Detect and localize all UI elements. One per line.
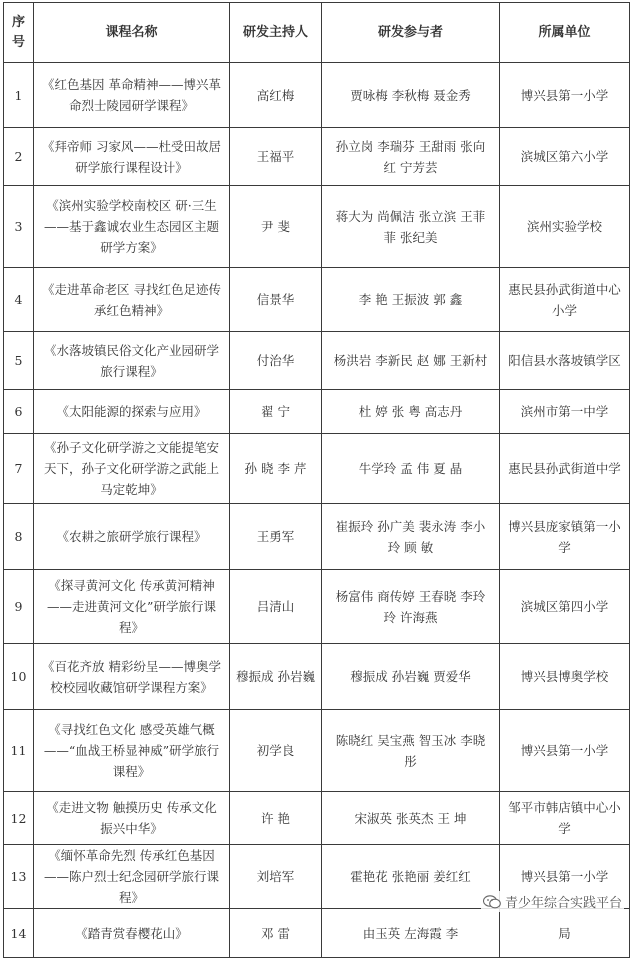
row-unit: 邹平市韩店镇中心小学 [500, 792, 630, 845]
table-row [4, 792, 630, 845]
row-index: 10 [4, 644, 34, 710]
header-index: 序号 [4, 3, 34, 63]
course-name: 《踏青赏春樱花山》 [34, 909, 230, 958]
row-unit: 滨城区第四小学 [500, 570, 630, 644]
row-participants: 穆振成 孙岩巍 贾爱华 [322, 644, 500, 710]
watermark-text: 青少年综合实践平台 [504, 896, 622, 911]
row-host: 付治华 [230, 332, 322, 390]
row-index: 5 [4, 332, 34, 390]
row-host: 吕清山 [230, 570, 322, 644]
table-row [4, 710, 630, 792]
course-name: 《走进革命老区 寻找红色足迹传承红色精神》 [34, 268, 230, 332]
row-participants: 孙立岗 李瑞芬 王甜雨 张向红 宁芳芸 [322, 128, 500, 186]
row-host: 穆振成 孙岩巍 [230, 644, 322, 710]
row-participants: 杨洪岩 李新民 赵 娜 王新村 [322, 332, 500, 390]
header-unit: 所属单位 [500, 3, 630, 63]
course-table [3, 2, 630, 958]
course-name: 《滨州实验学校南校区 研·三生——基于鑫诚农业生态园区主题研学方案》 [34, 186, 230, 268]
row-participants: 杨富伟 商传婷 王春晓 李玲玲 许海燕 [322, 570, 500, 644]
row-host: 翟 宁 [230, 390, 322, 434]
row-unit: 博兴县第一小学 [500, 63, 630, 128]
row-participants: 牛学玲 孟 伟 夏 晶 [322, 434, 500, 504]
table-row [4, 268, 630, 332]
row-host: 信景华 [230, 268, 322, 332]
row-index: 9 [4, 570, 34, 644]
row-index: 8 [4, 504, 34, 570]
course-name: 《孙子文化研学游之文能提笔安天下，孙子文化研学游之武能上马定乾坤》 [34, 434, 230, 504]
table-row [4, 644, 630, 710]
row-unit: 滨州市第一中学 [500, 390, 630, 434]
course-name: 《红色基因 革命精神——博兴革命烈士陵园研学课程》 [34, 63, 230, 128]
course-name: 《水落坡镇民俗文化产业园研学旅行课程》 [34, 332, 230, 390]
row-unit: 博兴县第一小学 [500, 710, 630, 792]
header-row [4, 3, 630, 63]
watermark [481, 891, 624, 912]
table-row [4, 570, 630, 644]
row-participants: 杜 婷 张 粤 高志丹 [322, 390, 500, 434]
row-participants: 贾咏梅 李秋梅 聂金秀 [322, 63, 500, 128]
row-index: 11 [4, 710, 34, 792]
row-participants: 蒋大为 尚佩洁 张立滨 王菲菲 张纪美 [322, 186, 500, 268]
course-name: 《走进文物 触摸历史 传承文化 振兴中华》 [34, 792, 230, 845]
table-row [4, 434, 630, 504]
row-index: 3 [4, 186, 34, 268]
row-host: 许 艳 [230, 792, 322, 845]
row-unit: 滨州实验学校 [500, 186, 630, 268]
row-unit: 局 [500, 909, 630, 958]
course-name: 《农耕之旅研学旅行课程》 [34, 504, 230, 570]
row-unit: 博兴县博奥学校 [500, 644, 630, 710]
table-row [4, 332, 630, 390]
row-index: 6 [4, 390, 34, 434]
row-unit: 博兴县第一小学 [500, 845, 630, 909]
table-row [4, 909, 630, 958]
row-unit: 滨城区第六小学 [500, 128, 630, 186]
course-name: 《拜帝师 习家风——杜受田故居研学旅行课程设计》 [34, 128, 230, 186]
row-unit: 惠民县孙武街道中学 [500, 434, 630, 504]
row-unit: 博兴县庞家镇第一小学 [500, 504, 630, 570]
row-index: 14 [4, 909, 34, 958]
row-host: 刘培军 [230, 845, 322, 909]
row-participants: 霍艳花 张艳丽 姜红红 [322, 845, 500, 909]
row-host: 初学良 [230, 710, 322, 792]
row-participants: 陈晓红 吴宝燕 智玉冰 李晓彤 [322, 710, 500, 792]
table-row [4, 504, 630, 570]
row-host: 尹 斐 [230, 186, 322, 268]
row-index: 4 [4, 268, 34, 332]
table-row [4, 63, 630, 128]
row-unit: 阳信县水落坡镇学区 [500, 332, 630, 390]
table-row [4, 186, 630, 268]
row-host: 高红梅 [230, 63, 322, 128]
row-participants: 崔振玲 孙广美 裴永涛 李小玲 顾 敏 [322, 504, 500, 570]
row-host: 邓 雷 [230, 909, 322, 958]
table-row [4, 128, 630, 186]
row-index: 2 [4, 128, 34, 186]
header-participants: 研发参与者 [322, 3, 500, 63]
course-name: 《探寻黄河文化 传承黄河精神——走进黄河文化”研学旅行课程》 [34, 570, 230, 644]
row-index: 13 [4, 845, 34, 909]
course-name: 《太阳能源的探索与应用》 [34, 390, 230, 434]
header-host: 研发主持人 [230, 3, 322, 63]
course-name: 《缅怀革命先烈 传承红色基因——陈户烈士纪念园研学旅行课程》 [34, 845, 230, 909]
row-host: 王福平 [230, 128, 322, 186]
row-participants: 李 艳 王振波 郭 鑫 [322, 268, 500, 332]
row-participants: 宋淑英 张英杰 王 坤 [322, 792, 500, 845]
table-row [4, 390, 630, 434]
row-host: 王勇军 [230, 504, 322, 570]
row-index: 1 [4, 63, 34, 128]
course-name: 《寻找红色文化 感受英雄气概——“血战王桥显神威”研学旅行课程》 [34, 710, 230, 792]
row-index: 7 [4, 434, 34, 504]
row-index: 12 [4, 792, 34, 845]
wechat-icon [483, 895, 501, 909]
row-host: 孙 晓 李 芹 [230, 434, 322, 504]
course-name: 《百花齐放 精彩纷呈——博奥学校校园收藏馆研学课程方案》 [34, 644, 230, 710]
header-name: 课程名称 [34, 3, 230, 63]
row-unit: 惠民县孙武街道中心小学 [500, 268, 630, 332]
row-participants: 由玉英 左海霞 李 [322, 909, 500, 958]
